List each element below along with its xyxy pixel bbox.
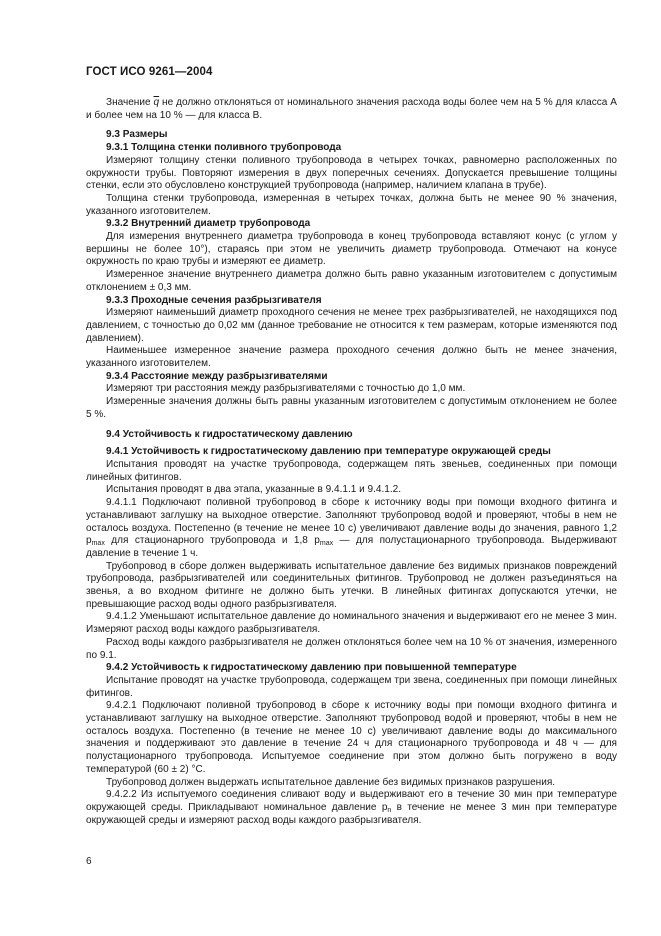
q-bar-symbol: $\overline{q}$ xyxy=(153,97,160,108)
paragraph: 9.4.1.2 Уменьшают испытательное давление до номинального значения и выдерживают его не менее 3 мин. Измеряют расход воды каждого разбрызгивателя. xyxy=(86,611,617,636)
subscript: max xyxy=(91,540,105,548)
paragraph: Измеренные значения должны быть равны указанным изготовителем с допустимым отклонением не более 5 %. xyxy=(86,396,617,420)
paragraph: Измеряют три расстояния между разбрызгивателями с точностью до 1,0 мм. xyxy=(106,383,466,395)
section-heading: 9.3.4 Расстояние между разбрызгивателями xyxy=(106,370,328,382)
section-heading: 9.3.1 Толщина стенки поливного трубопровода xyxy=(106,142,342,154)
text-run: — для полустационарного трубопровода. Выдерживают давление в течение 1 ч. xyxy=(86,535,617,559)
paragraph: 9.4.2.1 Подключают поливной трубопровод в сборе к источнику воды при помощи входного фитинга и устанавливают заглушку на выходное отверстие. Заполняют трубопровод водой и проверяют, чтобы в нем не осталось воздуха. Постепенно (в течение не менее 10 с) увеличивают давление воды до максимального значения и поддерживают это давление в течение 24 ч для стационарного трубопровода и 48 ч — для полустационарного трубопровода. Испытуемое соединение при этом должно быть погружено в воду температурой (60 ± 2) °С. xyxy=(86,700,617,775)
subscript: n xyxy=(387,806,392,814)
document-header: ГОСТ ИСО 9261—2004 xyxy=(86,66,213,78)
section-heading: 9.3.2 Внутренний диаметр трубопровода xyxy=(106,218,311,230)
section-heading: 9.4.2 Устойчивость к гидростатическому давлению при повышенной температуре xyxy=(106,662,517,674)
text-run: Значение xyxy=(106,97,154,108)
section-heading: 9.4 Устойчивость к гидростатическому давлению xyxy=(106,428,353,440)
section-heading: 9.3.3 Проходные сечения разбрызгивателя xyxy=(106,294,322,306)
paragraph: Трубопровод должен выдержать испытательное давление без видимых признаков разрушения. xyxy=(106,776,556,788)
paragraph xyxy=(86,497,617,561)
paragraph xyxy=(86,789,617,827)
paragraph: Для измерения внутреннего диаметра трубопровода в конец трубопровода вставляют конус (с углом у вершины не более 10°), стараясь при этом не увеличить диаметр трубопровода. Отмечают на конусе окружность по краю трубы и измеряют ее диаметр. xyxy=(86,231,617,268)
text-run: 9.4.1.1 Подключают поливной трубопровод в сборе к источнику воды при помощи входного фитинга и устанавливают заглушку на выходное отверстие. Заполняют трубопровод водой и проверяют, чтобы в нем не осталось воздуха. Постепенно (в течение не менее 10 с) увеличивают давление воды до значения, равного 1,2 p xyxy=(86,497,617,547)
paragraph: Измеряют толщину стенки поливного трубопровода в четырех точках, равномерно расположенных по окружности трубы. Повторяют измерения в двух поперечных сечениях. Допускается превышение толщины стенки, если это обусловлено конструкцией трубопровода (например, наличием клапана в трубе). xyxy=(86,154,617,192)
text-run: 9.4.2.2 Из испытуемого соединения сливают воду и выдерживают его в течение 30 мин при температуре окружающей среды. Прикладывают номинальное давление p xyxy=(86,789,617,813)
section-heading: 9.4.1 Устойчивость к гидростатическому давлению при температуре окружающей среды xyxy=(106,446,551,458)
paragraph xyxy=(86,97,617,122)
text-run: не должно отклоняться от номинального значения расхода воды более чем на 5 % для класса А и более чем на 10 % — для класса В. xyxy=(86,97,617,121)
paragraph: Измеряют наименьший диаметр проходного сечения не менее трех разбрызгивателей, не находящихся под давлением, с точностью до 0,02 мм (данное требование не относится к тем размерам, которые изменяются под давлением). xyxy=(86,307,617,344)
paragraph: Испытание проводят на участке трубопровода, содержащем три звена, соединенных при помощи линейных фитингов. xyxy=(86,674,617,699)
text-run: для стационарного трубопровода и 1,8 p xyxy=(104,535,320,547)
section-heading: 9.3 Размеры xyxy=(106,129,168,141)
paragraph: Измеренное значение внутреннего диаметра должно быть равно указанным изготовителем с допустимым отклонением ± 0,3 мм. xyxy=(86,269,617,293)
paragraph: Испытания проводят на участке трубопровода, содержащем пять звеньев, соединенных при помощи линейных фитингов. xyxy=(86,458,617,483)
subscript: max xyxy=(319,540,334,548)
paragraph: Расход воды каждого разбрызгивателя не должен отклоняться более чем на 10 % от значения, измеренного по 9.1. xyxy=(86,636,617,661)
paragraph: Наименьшее измеренное значение размера проходного сечения должно быть не менее значения, указанного изготовителем. xyxy=(86,345,617,370)
document-body xyxy=(86,97,617,827)
page-number: 6 xyxy=(86,856,92,867)
text-run: в течение не менее 3 мин при температуре окружающей среды и измеряют расход воды каждого разбрызгивателя. xyxy=(86,801,617,826)
paragraph: Испытания проводят в два этапа, указанные в 9.4.1.1 и 9.4.1.2. xyxy=(106,484,402,496)
paragraph: Трубопровод в сборе должен выдерживать испытательное давление без видимых признаков повреждений трубопровода, разбрызгивателей или соединительных фитингов. Трубопровод не должен разъединяться на звенья, а во входном фитинге не должно быть утечки. В линейных фитингах допускаются утечки, не превышающие расход воды одного разбрызгивателя. xyxy=(86,560,617,610)
paragraph: Толщина стенки трубопровода, измеренная в четырех точках, должна быть не менее 90 % значения, указанного изготовителем. xyxy=(86,192,617,217)
